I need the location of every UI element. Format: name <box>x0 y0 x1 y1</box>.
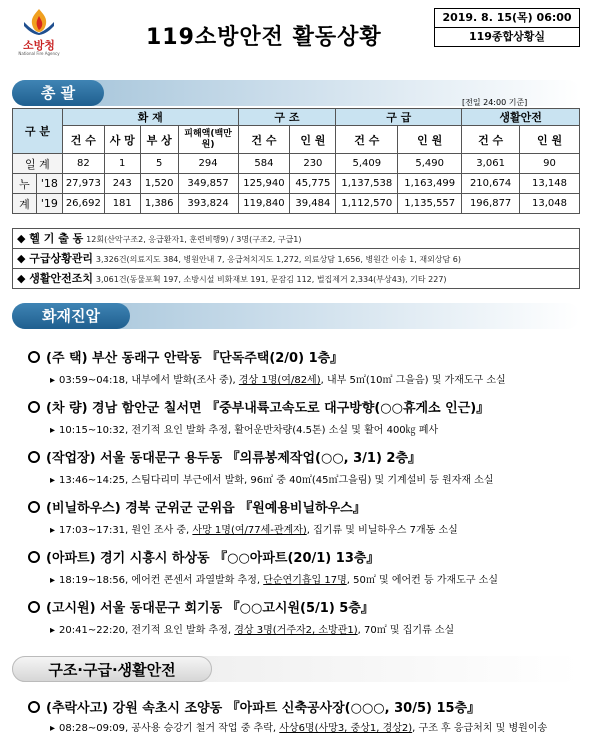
incident-title: (비닐하우스) 경북 군위군 군위읍 『원예용비닐하우스』 <box>28 497 588 516</box>
cell: 584 <box>238 154 290 174</box>
col-safety-people: 인 원 <box>520 126 580 154</box>
circle-bullet-icon <box>28 451 40 463</box>
row-year: '18 <box>36 174 62 194</box>
incident-detail: ▸ 10:15~10:32, 전기적 요인 발화 추정, 활어운반차량(4.5톤) 소실 및 활어 400㎏ 폐사 <box>50 425 439 436</box>
section-label-fire: 화재진압 <box>12 303 130 329</box>
col-ems-people: 인 원 <box>398 126 462 154</box>
section-label-rescue: 구조·구급·생활안전 <box>12 656 212 682</box>
report-office: 119종합상황실 <box>468 30 546 43</box>
circle-bullet-icon <box>28 351 40 363</box>
cell: 13,048 <box>520 194 580 214</box>
report-date: 2019. 8. 15(목) 06:00 <box>435 9 579 28</box>
agency-logo <box>4 8 74 58</box>
cell: 1,386 <box>140 194 178 214</box>
incident-detail: ▸ 18:19~18:56, 에어컨 콘센서 과열발화 추정, 단순연기흡입 17명, 50㎡ 및 에어컨 등 가재도구 소실 <box>50 575 498 586</box>
row-label: 누 <box>13 174 37 194</box>
incident-title: (고시원) 서울 동대문구 회기동 『○○고시원(5/1) 5층』 <box>28 597 588 616</box>
cell: 1,137,538 <box>336 174 398 194</box>
incident-title: (추락사고) 강원 속초시 조양동 『아파트 신축공사장(○○○, 30/5) 15층』 <box>28 697 588 716</box>
incident-item <box>28 697 588 734</box>
summary-value: 3,326건(의료지도 384, 병원안내 7, 응급처치지도 1,272, 의료상담 1,656, 병원간 이송 1, 재외상담 6) <box>95 255 462 264</box>
cell: 349,857 <box>178 174 238 194</box>
summary-box <box>12 228 580 289</box>
incident-item <box>28 397 588 436</box>
agency-name-en: National Fire Agency <box>18 51 60 56</box>
col-safety-count: 건 수 <box>462 126 520 154</box>
cell: 1,520 <box>140 174 178 194</box>
col-rescue-count: 건 수 <box>238 126 290 154</box>
incident-title: (아파트) 경기 시흥시 하상동 『○○아파트(20/1) 13층』 <box>28 547 588 566</box>
cell: 5,409 <box>336 154 398 174</box>
cell: 125,940 <box>238 174 290 194</box>
cell: 1 <box>104 154 140 174</box>
cell: 13,148 <box>520 174 580 194</box>
section-banner-rescue <box>12 656 580 682</box>
cell: 243 <box>104 174 140 194</box>
incident-title: (차 량) 경남 함안군 칠서면 『중부내륙고속도로 대구방향(○○휴게소 인근)』 <box>28 397 588 416</box>
cell: 230 <box>290 154 336 174</box>
cell: 196,877 <box>462 194 520 214</box>
incident-item <box>28 347 588 386</box>
fire-agency-emblem-icon <box>22 8 56 36</box>
summary-value: 12회(산악구조2, 응급환자1, 훈련비행9) / 3명(구조2, 구급1) <box>86 235 302 244</box>
page-title: 119소방안전 활동상황 <box>146 25 382 50</box>
cell: 181 <box>104 194 140 214</box>
group-rescue: 구 조 <box>238 109 336 126</box>
col-fire-damage: 피해액(백만원) <box>178 126 238 154</box>
row-year: '19 <box>36 194 62 214</box>
group-ems: 구 급 <box>336 109 462 126</box>
summary-key: ◆ 헬 기 출 동 <box>17 232 84 245</box>
summary-safety <box>13 268 579 288</box>
cell: 27,973 <box>62 174 104 194</box>
cell: 5,490 <box>398 154 462 174</box>
table-header-cols <box>13 126 580 154</box>
row-label: 계 <box>13 194 37 214</box>
cell: 82 <box>62 154 104 174</box>
incident-detail: ▸ 13:46~14:25, 스팀다리미 부근에서 발화, 96㎡ 중 40㎡(45㎡그을림) 및 기계설비 등 원자재 소실 <box>50 475 494 486</box>
incident-item <box>28 447 588 486</box>
incident-item <box>28 547 588 586</box>
cell: 45,775 <box>290 174 336 194</box>
section-banner-fire <box>12 303 580 329</box>
col-fire-death: 사 망 <box>104 126 140 154</box>
circle-bullet-icon <box>28 701 40 713</box>
cell: 1,112,570 <box>336 194 398 214</box>
cell: 39,484 <box>290 194 336 214</box>
summary-key: ◆ 생활안전조치 <box>17 272 94 285</box>
circle-bullet-icon <box>28 601 40 613</box>
summary-helicopter <box>13 228 579 248</box>
cell: 3,061 <box>462 154 520 174</box>
circle-bullet-icon <box>28 501 40 513</box>
row-header-label: 구 분 <box>13 109 63 154</box>
incident-detail: ▸ 08:28~09:09, 공사용 승강기 철거 작업 중 추락, 사상6명(사망3, 중상1, 경상2), 구조 후 응급처치 및 병원이송 <box>50 723 548 734</box>
incident-item <box>28 497 588 536</box>
group-fire: 화 재 <box>62 109 238 126</box>
table-row-2018 <box>13 174 580 194</box>
incident-title: (주 택) 부산 동래구 안락동 『단독주택(2/0) 1층』 <box>28 347 588 366</box>
group-safety: 생활안전 <box>462 109 580 126</box>
table-row-2019 <box>13 194 580 214</box>
date-box <box>434 8 580 47</box>
circle-bullet-icon <box>28 551 40 563</box>
stats-table <box>12 108 580 214</box>
table-header-groups <box>13 109 580 126</box>
summary-key: ◆ 구급상황관리 <box>17 252 94 265</box>
cell: 294 <box>178 154 238 174</box>
cell: 1,135,557 <box>398 194 462 214</box>
cell: 5 <box>140 154 178 174</box>
col-ems-count: 건 수 <box>336 126 398 154</box>
summary-ems-management <box>13 248 579 268</box>
incident-item <box>28 597 588 636</box>
cell: 90 <box>520 154 580 174</box>
cell: 210,674 <box>462 174 520 194</box>
section-label-summary: 총 괄 <box>12 80 104 106</box>
circle-bullet-icon <box>28 401 40 413</box>
incident-title: (작업장) 서울 동대문구 용두동 『의류봉제작업(○○, 3/1) 2층』 <box>28 447 588 466</box>
summary-value: 3,061건(동물포획 197, 소방시설 비화재보 191, 문잠김 112, 벌집제거 2,334(부상43), 기타 227) <box>95 275 447 284</box>
cell: 393,824 <box>178 194 238 214</box>
col-rescue-people: 인 원 <box>290 126 336 154</box>
cell: 26,692 <box>62 194 104 214</box>
table-row-daily <box>13 154 580 174</box>
incident-detail: ▸ 20:41~22:20, 전기적 요인 발화 추정, 경상 3명(거주자2, 소방관1), 70㎡ 및 집기류 소실 <box>50 625 455 636</box>
row-label: 일 계 <box>13 154 63 174</box>
agency-name: 소방청 <box>23 39 55 52</box>
incident-detail: ▸ 03:59~04:18, 내부에서 발화(조사 중), 경상 1명(여/82세), 내부 5㎡(10㎡ 그을음) 및 가재도구 소실 <box>50 375 506 386</box>
col-fire-count: 건 수 <box>62 126 104 154</box>
incident-detail: ▸ 17:03~17:31, 원인 조사 중, 사망 1명(여/77세-관계자), 집기류 및 비닐하우스 7개동 소실 <box>50 525 458 536</box>
base-time-note: [전일 24:00 기준] <box>462 98 528 107</box>
cell: 119,840 <box>238 194 290 214</box>
cell: 1,163,499 <box>398 174 462 194</box>
col-fire-injury: 부 상 <box>140 126 178 154</box>
